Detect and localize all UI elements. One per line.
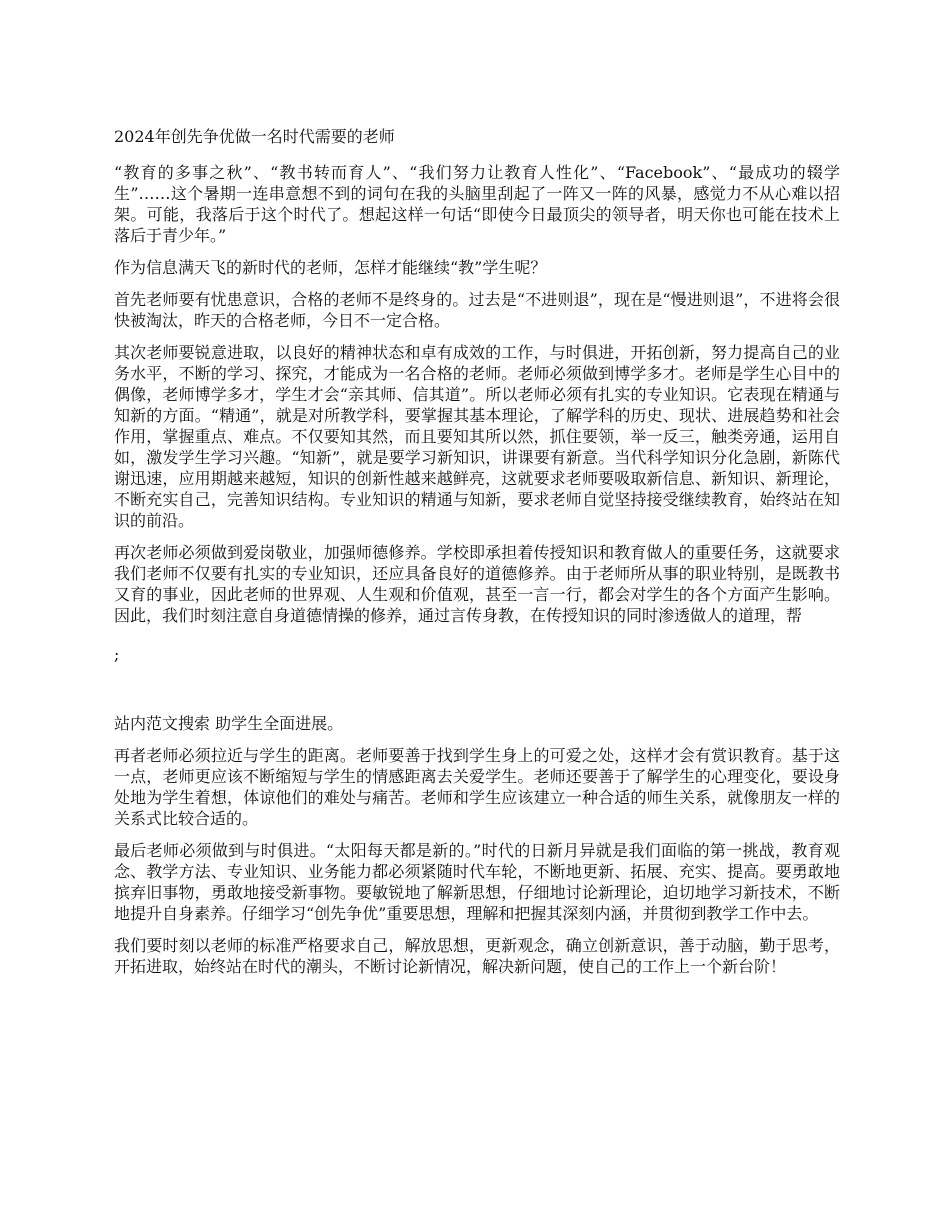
- paragraph-conclusion: 我们要时刻以老师的标准严格要求自己，解放思想，更新观念，确立创新意识，善于动脑，勤于思考，开拓进取，始终站在时代的潮头，不断讨论新情况，解决新问题，使自己的工作上一个新台阶！: [114, 936, 840, 976]
- paragraph-first: 首先老师要有忧患意识，合格的老师不是终身的。过去是“不进则退”，现在是“慢进则退”，不进将会很快被淘汰，昨天的合格老师，今日不一定合格。: [114, 290, 840, 330]
- document-title: 2024年创先争优做一名时代需要的老师: [114, 127, 395, 146]
- paragraph-intro: “教育的多事之秋”、“教书转而育人”、“我们努力让教育人性化”、“Facebook”、“最成功的辍学生”……这个暑期一连串意想不到的词句在我的头脑里刮起了一阵又一阵的风暴，感觉力不从心难以招架。可能，我落后于这个时代了。想起这样一句话“即使今日最顶尖的领导者，明天你也可能在技术上落后于青少年。”: [114, 163, 840, 245]
- semicolon-line: ;: [114, 645, 120, 664]
- search-line: 站内范文搜索 助学生全面进展。: [114, 714, 344, 733]
- paragraph-second: 其次老师要锐意进取，以良好的精神状态和卓有成效的工作，与时俱进，开拓创新，努力提高自己的业务水平，不断的学习、探究，才能成为一名合格的老师。老师必须做到博学多才。老师是学生心目中的偶像，老师博学多才，学生才会“亲其师、信其道”。所以老师必须有扎实的专业知识。它表现在精通与知新的方面。“精通”，就是对所教学科，要掌握其基本理论，了解学科的历史、现状、进展趋势和社会作用，掌握重点、难点。不仅要知其然，而且要知其所以然，抓住要领，举一反三，触类旁通，运用自如，激发学生学习兴趣。“知新”，就是要学习新知识，讲课要有新意。当代科学知识分化急剧，新陈代谢迅速，应用期越来越短，知识的创新性越来越鲜亮，这就要求老师要吸取新信息、新知识、新理论，不断充实自己，完善知识结构。专业知识的精通与知新，要求老师自觉坚持接受继续教育，始终站在知识的前沿。: [114, 343, 840, 530]
- paragraph-fourth: 再者老师必须拉近与学生的距离。老师要善于找到学生身上的可爱之处，这样才会有赏识教育。基于这一点，老师更应该不断缩短与学生的情感距离去关爱学生。老师还要善于了解学生的心理变化，要设身处地为学生着想，体谅他们的难处与痛苦。老师和学生应该建立一种合适的师生关系，就像朋友一样的关系式比较合适的。: [114, 746, 840, 828]
- paragraph-third: 再次老师必须做到爱岗敬业，加强师德修养。学校即承担着传授知识和教育做人的重要任务，这就要求我们老师不仅要有扎实的专业知识，还应具备良好的道德修养。由于老师所从事的职业特别，是既教书又育的事业，因此老师的世界观、人生观和价值观，甚至一言一行，都会对学生的各个方面产生影响。因此，我们时刻注意自身道德情操的修养，通过言传身教，在传授知识的同时渗透做人的道理，帮: [114, 543, 840, 625]
- paragraph-fifth: 最后老师必须做到与时俱进。“太阳每天都是新的。”时代的日新月异就是我们面临的第一挑战，教育观念、教学方法、专业知识、业务能力都必须紧随时代车轮，不断地更新、拓展、充实、提高。要勇敢地摈弃旧事物，勇敢地接受新事物。要敏锐地了解新思想，仔细地讨论新理论，迫切地学习新技术，不断地提升自身素养。仔细学习“创先争优”重要思想，理解和把握其深刻内涵，并贯彻到教学工作中去。: [114, 841, 840, 923]
- document-page: [114, 126, 840, 988]
- paragraph-question: 作为信息满天飞的新时代的老师，怎样才能继续“教”学生呢？: [114, 258, 547, 277]
